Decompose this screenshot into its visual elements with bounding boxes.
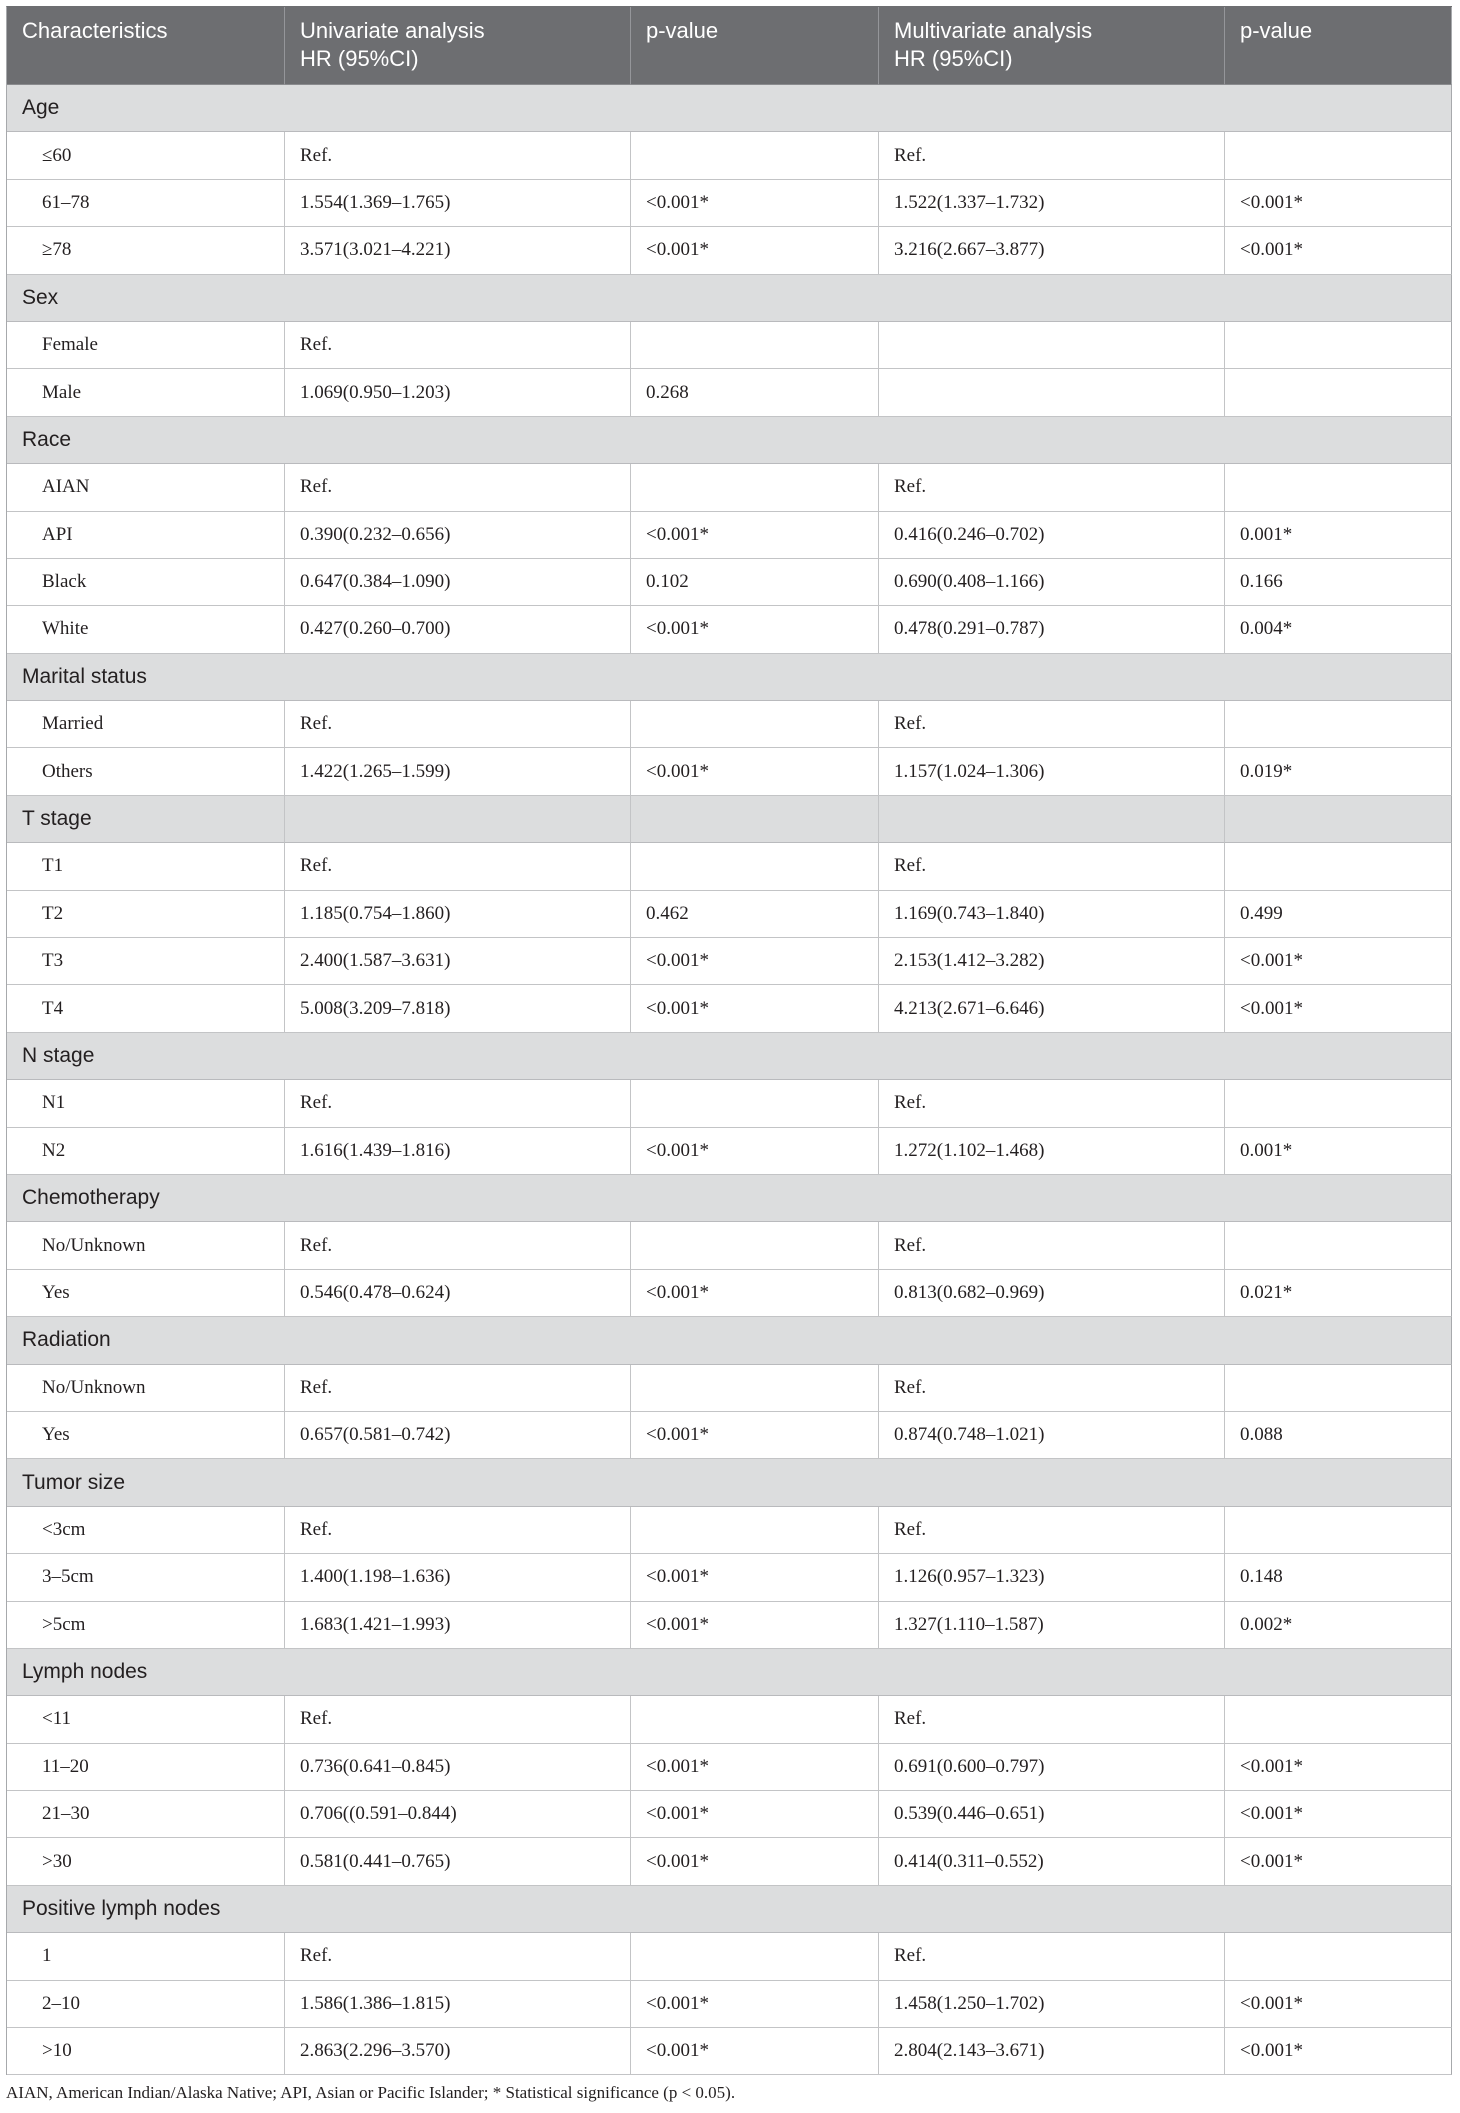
multivariate-p-value-cell: <0.001* <box>1225 1981 1452 2028</box>
multivariate-hr-cell: Ref. <box>879 1507 1225 1554</box>
multivariate-p-value-cell: 0.021* <box>1225 1270 1452 1317</box>
row-label-cell: N2 <box>7 1128 285 1175</box>
multivariate-hr-cell: 0.874(0.748–1.021) <box>879 1412 1225 1459</box>
multivariate-hr-cell: 0.478(0.291–0.787) <box>879 606 1225 653</box>
univariate-p-value-cell: 0.462 <box>631 891 879 938</box>
univariate-hr-cell: 2.863(2.296–3.570) <box>285 2028 631 2075</box>
multivariate-hr-cell: 1.126(0.957–1.323) <box>879 1554 1225 1601</box>
univariate-hr-cell: 0.390(0.232–0.656) <box>285 512 631 559</box>
section-row-tumor-size <box>7 1459 1452 1506</box>
univariate-p-value-cell: <0.001* <box>631 1791 879 1838</box>
table-row <box>7 1791 1452 1838</box>
table-row <box>7 1981 1452 2028</box>
table-row <box>7 938 1452 985</box>
multivariate-p-value-cell <box>1225 701 1452 748</box>
section-row-marital-status <box>7 654 1452 701</box>
multivariate-p-value-cell: 0.004* <box>1225 606 1452 653</box>
header-title: p-value <box>646 18 719 43</box>
table-row <box>7 985 1452 1032</box>
section-label: Tumor size <box>7 1459 1452 1506</box>
section-row-positive-lymph-nodes <box>7 1886 1452 1933</box>
row-label-cell: ≤60 <box>7 132 285 179</box>
univariate-hr-cell: Ref. <box>285 1933 631 1980</box>
table-row <box>7 606 1452 653</box>
cox-regression-table <box>6 6 1452 2075</box>
row-label-cell: 11–20 <box>7 1744 285 1791</box>
multivariate-p-value-cell <box>1225 464 1452 511</box>
multivariate-hr-cell: Ref. <box>879 1080 1225 1127</box>
row-label-cell: API <box>7 512 285 559</box>
univariate-hr-cell: Ref. <box>285 843 631 890</box>
univariate-hr-cell: 1.400(1.198–1.636) <box>285 1554 631 1601</box>
table-row <box>7 2028 1452 2075</box>
table-row <box>7 843 1452 890</box>
univariate-hr-cell: 1.185(0.754–1.860) <box>285 891 631 938</box>
row-label-cell: Black <box>7 559 285 606</box>
row-label-cell: Yes <box>7 1412 285 1459</box>
multivariate-hr-cell: 0.690(0.408–1.166) <box>879 559 1225 606</box>
table-row <box>7 1696 1452 1743</box>
row-label-cell: 3–5cm <box>7 1554 285 1601</box>
section-row-radiation <box>7 1317 1452 1364</box>
multivariate-hr-cell: Ref. <box>879 701 1225 748</box>
table-row <box>7 180 1452 227</box>
section-label: Lymph nodes <box>7 1649 1452 1696</box>
section-row-chemotherapy <box>7 1175 1452 1222</box>
multivariate-p-value-cell: <0.001* <box>1225 1791 1452 1838</box>
univariate-p-value-cell: <0.001* <box>631 1554 879 1601</box>
row-label-cell: ≥78 <box>7 227 285 274</box>
univariate-hr-cell: Ref. <box>285 464 631 511</box>
header-characteristics <box>7 7 285 85</box>
univariate-hr-cell: 0.657(0.581–0.742) <box>285 1412 631 1459</box>
row-label-cell: AIAN <box>7 464 285 511</box>
row-label-cell: 61–78 <box>7 180 285 227</box>
multivariate-hr-cell: Ref. <box>879 1365 1225 1412</box>
row-label-cell: 2–10 <box>7 1981 285 2028</box>
multivariate-hr-cell: 2.153(1.412–3.282) <box>879 938 1225 985</box>
multivariate-hr-cell: 1.327(1.110–1.587) <box>879 1602 1225 1649</box>
univariate-p-value-cell <box>631 1080 879 1127</box>
header-title: Univariate analysis <box>300 18 485 43</box>
row-label-cell: T3 <box>7 938 285 985</box>
univariate-p-value-cell <box>631 1933 879 1980</box>
multivariate-p-value-cell <box>1225 322 1452 369</box>
table-row <box>7 1507 1452 1554</box>
univariate-hr-cell: 0.581(0.441–0.765) <box>285 1838 631 1885</box>
univariate-p-value-cell: <0.001* <box>631 748 879 795</box>
multivariate-hr-cell: 4.213(2.671–6.646) <box>879 985 1225 1032</box>
section-row-n-stage <box>7 1033 1452 1080</box>
univariate-hr-cell: 1.069(0.950–1.203) <box>285 369 631 416</box>
table-row <box>7 132 1452 179</box>
section-label: Sex <box>7 275 1452 322</box>
univariate-hr-cell: 2.400(1.587–3.631) <box>285 938 631 985</box>
multivariate-p-value-cell: 0.148 <box>1225 1554 1452 1601</box>
table-row <box>7 1128 1452 1175</box>
univariate-hr-cell: 1.554(1.369–1.765) <box>285 180 631 227</box>
univariate-hr-cell: 1.683(1.421–1.993) <box>285 1602 631 1649</box>
table-row <box>7 1365 1452 1412</box>
row-label-cell: <11 <box>7 1696 285 1743</box>
univariate-hr-cell: 5.008(3.209–7.818) <box>285 985 631 1032</box>
univariate-hr-cell: Ref. <box>285 1507 631 1554</box>
univariate-hr-cell: 0.736(0.641–0.845) <box>285 1744 631 1791</box>
section-label: Race <box>7 417 1452 464</box>
header-multivariate-p-value <box>1225 7 1452 85</box>
univariate-p-value-cell: <0.001* <box>631 1744 879 1791</box>
univariate-p-value-cell <box>631 132 879 179</box>
multivariate-p-value-cell <box>1225 1080 1452 1127</box>
row-label-cell: N1 <box>7 1080 285 1127</box>
header-title: p-value <box>1240 18 1313 43</box>
row-label-cell: 1 <box>7 1933 285 1980</box>
section-row-t-stage <box>7 796 1452 843</box>
multivariate-hr-cell: Ref. <box>879 132 1225 179</box>
univariate-p-value-cell <box>631 1696 879 1743</box>
table-header-row <box>7 7 1452 85</box>
table-row <box>7 1554 1452 1601</box>
multivariate-p-value-cell: <0.001* <box>1225 938 1452 985</box>
multivariate-p-value-cell: 0.088 <box>1225 1412 1452 1459</box>
multivariate-p-value-cell: <0.001* <box>1225 1744 1452 1791</box>
univariate-p-value-cell <box>631 1222 879 1269</box>
univariate-hr-cell: 0.546(0.478–0.624) <box>285 1270 631 1317</box>
univariate-hr-cell: 0.706((0.591–0.844) <box>285 1791 631 1838</box>
section-row-age <box>7 85 1452 132</box>
table-row <box>7 1602 1452 1649</box>
univariate-p-value-cell <box>631 843 879 890</box>
section-label: Marital status <box>7 654 1452 701</box>
multivariate-p-value-cell: 0.002* <box>1225 1602 1452 1649</box>
univariate-hr-cell: 1.586(1.386–1.815) <box>285 1981 631 2028</box>
multivariate-hr-cell: Ref. <box>879 1933 1225 1980</box>
empty-cell <box>631 796 879 843</box>
multivariate-p-value-cell <box>1225 1933 1452 1980</box>
table-row <box>7 1744 1452 1791</box>
table-row <box>7 1412 1452 1459</box>
univariate-hr-cell: 1.422(1.265–1.599) <box>285 748 631 795</box>
row-label-cell: Others <box>7 748 285 795</box>
multivariate-p-value-cell <box>1225 1222 1452 1269</box>
multivariate-p-value-cell: 0.499 <box>1225 891 1452 938</box>
univariate-p-value-cell: <0.001* <box>631 180 879 227</box>
univariate-hr-cell: Ref. <box>285 132 631 179</box>
row-label-cell: <3cm <box>7 1507 285 1554</box>
univariate-hr-cell: Ref. <box>285 1696 631 1743</box>
header-title: Multivariate analysis <box>894 18 1093 43</box>
table-footnote: AIAN, American Indian/Alaska Native; API, Asian or Pacific Islander; * Statistical significance (p < 0.05). <box>6 2083 736 2102</box>
row-label-cell: >30 <box>7 1838 285 1885</box>
table-row <box>7 748 1452 795</box>
row-label-cell: Married <box>7 701 285 748</box>
multivariate-p-value-cell: <0.001* <box>1225 985 1452 1032</box>
univariate-hr-cell: 0.647(0.384–1.090) <box>285 559 631 606</box>
header-title: Characteristics <box>22 18 168 43</box>
section-label: Age <box>7 85 1452 132</box>
univariate-hr-cell: Ref. <box>285 1222 631 1269</box>
multivariate-hr-cell: 0.414(0.311–0.552) <box>879 1838 1225 1885</box>
multivariate-p-value-cell: <0.001* <box>1225 2028 1452 2075</box>
row-label-cell: No/Unknown <box>7 1222 285 1269</box>
multivariate-p-value-cell: 0.001* <box>1225 1128 1452 1175</box>
table-row <box>7 701 1452 748</box>
multivariate-hr-cell: Ref. <box>879 1696 1225 1743</box>
univariate-p-value-cell: <0.001* <box>631 1412 879 1459</box>
multivariate-p-value-cell: <0.001* <box>1225 1838 1452 1885</box>
multivariate-hr-cell <box>879 369 1225 416</box>
univariate-p-value-cell <box>631 701 879 748</box>
multivariate-hr-cell: 1.522(1.337–1.732) <box>879 180 1225 227</box>
header-univariate-p-value <box>631 7 879 85</box>
table-row <box>7 322 1452 369</box>
univariate-p-value-cell <box>631 1365 879 1412</box>
univariate-p-value-cell: <0.001* <box>631 227 879 274</box>
table-row <box>7 512 1452 559</box>
multivariate-hr-cell: 1.169(0.743–1.840) <box>879 891 1225 938</box>
multivariate-p-value-cell: 0.019* <box>1225 748 1452 795</box>
empty-cell <box>879 796 1225 843</box>
univariate-p-value-cell: <0.001* <box>631 606 879 653</box>
row-label-cell: >10 <box>7 2028 285 2075</box>
univariate-p-value-cell: 0.268 <box>631 369 879 416</box>
univariate-p-value-cell <box>631 322 879 369</box>
univariate-p-value-cell: <0.001* <box>631 1838 879 1885</box>
univariate-p-value-cell: <0.001* <box>631 1270 879 1317</box>
multivariate-hr-cell: Ref. <box>879 1222 1225 1269</box>
table-row <box>7 1222 1452 1269</box>
multivariate-p-value-cell <box>1225 132 1452 179</box>
univariate-p-value-cell: <0.001* <box>631 938 879 985</box>
header-multivariate-hr <box>879 7 1225 85</box>
row-label-cell: T1 <box>7 843 285 890</box>
table-row <box>7 559 1452 606</box>
univariate-p-value-cell: <0.001* <box>631 1602 879 1649</box>
table-row <box>7 1933 1452 1980</box>
univariate-hr-cell: Ref. <box>285 1080 631 1127</box>
section-label: T stage <box>7 796 285 843</box>
row-label-cell: T4 <box>7 985 285 1032</box>
section-label: Positive lymph nodes <box>7 1886 1452 1933</box>
section-row-race <box>7 417 1452 464</box>
multivariate-hr-cell: 3.216(2.667–3.877) <box>879 227 1225 274</box>
multivariate-hr-cell: 0.691(0.600–0.797) <box>879 1744 1225 1791</box>
multivariate-hr-cell <box>879 322 1225 369</box>
univariate-p-value-cell: <0.001* <box>631 2028 879 2075</box>
univariate-hr-cell: 0.427(0.260–0.700) <box>285 606 631 653</box>
multivariate-hr-cell: Ref. <box>879 464 1225 511</box>
multivariate-p-value-cell <box>1225 843 1452 890</box>
univariate-hr-cell: Ref. <box>285 1365 631 1412</box>
multivariate-p-value-cell <box>1225 1696 1452 1743</box>
row-label-cell: >5cm <box>7 1602 285 1649</box>
univariate-p-value-cell: <0.001* <box>631 1981 879 2028</box>
table-row <box>7 369 1452 416</box>
table-row <box>7 891 1452 938</box>
table-row <box>7 464 1452 511</box>
multivariate-p-value-cell <box>1225 1365 1452 1412</box>
univariate-hr-cell: Ref. <box>285 322 631 369</box>
multivariate-hr-cell: 0.813(0.682–0.969) <box>879 1270 1225 1317</box>
row-label-cell: No/Unknown <box>7 1365 285 1412</box>
row-label-cell: Female <box>7 322 285 369</box>
empty-cell <box>285 796 631 843</box>
multivariate-hr-cell: 0.539(0.446–0.651) <box>879 1791 1225 1838</box>
empty-cell <box>1225 796 1452 843</box>
header-univariate-hr <box>285 7 631 85</box>
univariate-hr-cell: 1.616(1.439–1.816) <box>285 1128 631 1175</box>
multivariate-hr-cell: 1.157(1.024–1.306) <box>879 748 1225 795</box>
table-row <box>7 1270 1452 1317</box>
multivariate-hr-cell: Ref. <box>879 843 1225 890</box>
multivariate-p-value-cell <box>1225 369 1452 416</box>
univariate-p-value-cell: <0.001* <box>631 512 879 559</box>
multivariate-hr-cell: 1.272(1.102–1.468) <box>879 1128 1225 1175</box>
section-row-sex <box>7 275 1452 322</box>
multivariate-p-value-cell: 0.001* <box>1225 512 1452 559</box>
univariate-p-value-cell <box>631 1507 879 1554</box>
header-subtitle: HR (95%CI) <box>894 46 1013 71</box>
multivariate-hr-cell: 1.458(1.250–1.702) <box>879 1981 1225 2028</box>
section-label: Chemotherapy <box>7 1175 1452 1222</box>
multivariate-p-value-cell: <0.001* <box>1225 180 1452 227</box>
row-label-cell: Yes <box>7 1270 285 1317</box>
multivariate-hr-cell: 2.804(2.143–3.671) <box>879 2028 1225 2075</box>
univariate-p-value-cell: 0.102 <box>631 559 879 606</box>
section-label: Radiation <box>7 1317 1452 1364</box>
univariate-p-value-cell: <0.001* <box>631 985 879 1032</box>
univariate-hr-cell: 3.571(3.021–4.221) <box>285 227 631 274</box>
table-row <box>7 1838 1452 1885</box>
header-subtitle: HR (95%CI) <box>300 46 419 71</box>
multivariate-p-value-cell: 0.166 <box>1225 559 1452 606</box>
row-label-cell: Male <box>7 369 285 416</box>
section-row-lymph-nodes <box>7 1649 1452 1696</box>
multivariate-hr-cell: 0.416(0.246–0.702) <box>879 512 1225 559</box>
univariate-p-value-cell <box>631 464 879 511</box>
univariate-hr-cell: Ref. <box>285 701 631 748</box>
row-label-cell: 21–30 <box>7 1791 285 1838</box>
multivariate-p-value-cell <box>1225 1507 1452 1554</box>
univariate-p-value-cell: <0.001* <box>631 1128 879 1175</box>
multivariate-p-value-cell: <0.001* <box>1225 227 1452 274</box>
row-label-cell: White <box>7 606 285 653</box>
table-row <box>7 227 1452 274</box>
row-label-cell: T2 <box>7 891 285 938</box>
section-label: N stage <box>7 1033 1452 1080</box>
table-row <box>7 1080 1452 1127</box>
